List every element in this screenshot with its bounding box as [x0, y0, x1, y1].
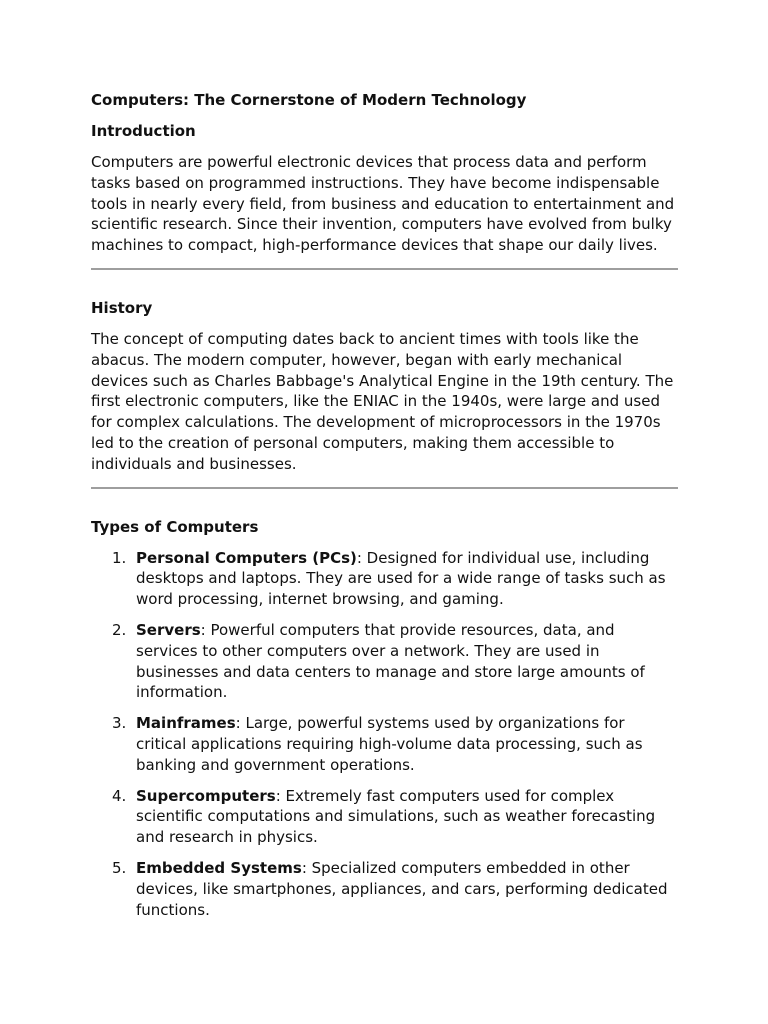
section-divider	[91, 268, 678, 270]
section-history	[91, 298, 678, 475]
list-item-term: Embedded Systems	[136, 858, 302, 877]
list-item-number: 4.	[112, 786, 127, 805]
list-item-number: 3.	[112, 714, 127, 733]
list-item	[91, 620, 678, 703]
list-item-term: Mainframes	[136, 714, 236, 733]
list-item	[91, 858, 678, 920]
section-heading-introduction: Introduction	[91, 122, 196, 140]
list-item-text: : Large, powerful systems used by organizations for critical applications requiring high-volume data processing, such as banking and government operations.	[136, 714, 643, 774]
section-types-of-computers	[91, 517, 678, 921]
list-item-term: Supercomputers	[136, 786, 276, 805]
section-divider	[91, 487, 678, 489]
section-heading-history: History	[91, 298, 153, 317]
list-item-number: 5.	[112, 858, 127, 877]
section-introduction	[91, 121, 678, 256]
list-item-text: : Designed for individual use, including desktops and laptops. They are used for a wide range of tasks such as word processing, internet browsing, and gaming.	[136, 548, 666, 609]
list-item	[91, 713, 678, 775]
list-item-term: Servers	[136, 620, 201, 639]
computer-types-list	[91, 548, 678, 921]
list-item-text: : Extremely fast computers used for complex scientific computations and simulations, such as weather forecasting and research in physics.	[136, 786, 656, 847]
list-item	[91, 786, 678, 848]
introduction-paragraph: Computers are powerful electronic devices that process data and perform tasks based on programmed instructions. They have become indispensable tools in nearly every field, from business and education to entertainment and scientific research. Since their invention, computers have evolved from bulky machines to compact, high-performance devices that shape our daily lives.	[91, 153, 675, 255]
list-item-text: : Powerful computers that provide resources, data, and services to other computers over a network. They are used in businesses and data centers to manage and store large amounts of information.	[136, 620, 645, 702]
history-paragraph: The concept of computing dates back to ancient times with tools like the abacus. The modern computer, however, began with early mechanical devices such as Charles Babbage's Analytical Engine in the 19th century. The first electronic computers, like the ENIAC in the 1940s, were large and used for complex calculations. The development of microprocessors in the 1970s led to the creation of personal computers, making them accessible to individuals and businesses.	[91, 329, 674, 473]
list-item-text: : Specialized computers embedded in other devices, like smartphones, appliances, and cars, performing dedicated functions.	[136, 858, 668, 919]
document-title: Computers: The Cornerstone of Modern Technology	[91, 91, 527, 109]
list-item-number: 2.	[112, 620, 127, 639]
list-item	[91, 548, 678, 610]
section-heading-types: Types of Computers	[91, 517, 259, 536]
list-item-number: 1.	[112, 548, 127, 567]
list-item-term: Personal Computers (PCs)	[136, 548, 357, 567]
